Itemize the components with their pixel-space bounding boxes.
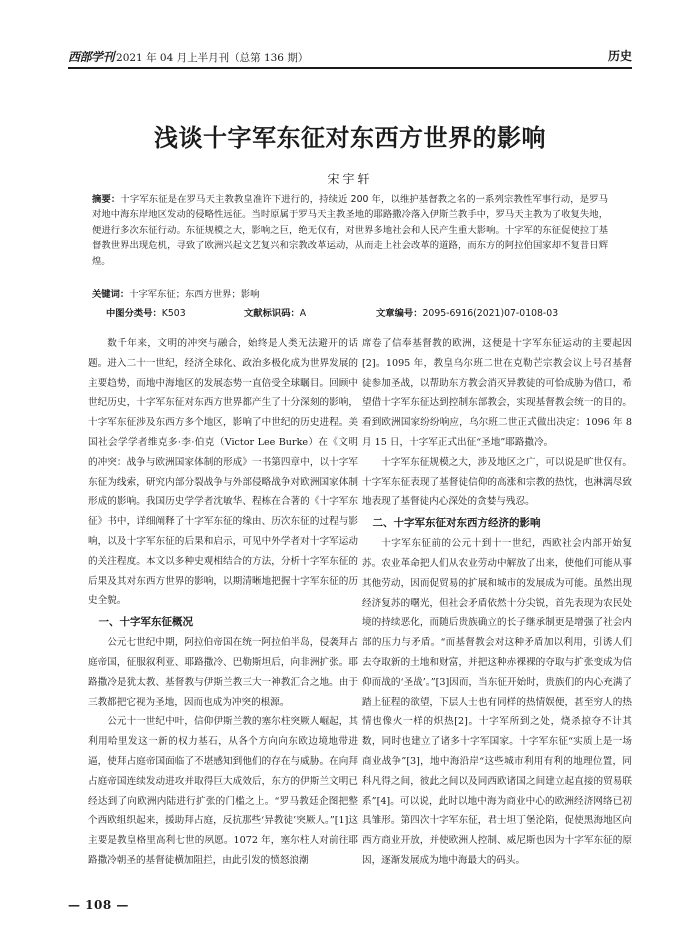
article-no-label: 文章编号： xyxy=(376,308,423,319)
keywords-text: 十字军东征；东西方世界；影响 xyxy=(129,289,260,300)
page-number: — 108 — xyxy=(68,898,129,912)
paragraph: 公元十一世纪中叶，信仰伊斯兰教的塞尔柱突厥人崛起，其利用哈里发这一新的权力基石，从各个方向向东欧边境地带进逼，使拜占庭帝国面临了不堪感知到他们的存在与威胁。在向拜占庭帝国连续发动进攻并取得巨大成效后，东方的伊斯兰文明已经达到了向欧洲内陆进行扩张的门槛之上。“罗马教廷企图把整个西欧组织起来，援助拜占庭，反抗那些‘异教徒’突厥人。”[1]这主要是教皇格里高利七世的夙愿。1072 年，塞尔柱人对前往耶路撒冷朝圣的基督徒横加阻拦，由此引发的愤怒浪潮 xyxy=(88,716,358,866)
body-column-left xyxy=(88,334,358,871)
journal-info xyxy=(68,48,308,65)
doc-code-field xyxy=(244,305,306,319)
doc-code-value: A xyxy=(299,308,307,319)
article-no-value: 2095-6916(2021)07-0108-03 xyxy=(422,308,559,319)
paragraph: 十字军东征前的公元十到十一世纪，西欧社会内部开始复苏。农业革命把人们从农业劳动中解放了出来，使他们可能从事其他劳动，因而促贸易的扩展和城市的发展成为可能。虽然出现经济复苏的曙光，但社会矛盾依然十分尖锐，首先表现为农民处境的持续恶化，而随后贵族确立的长子继承制更是增强了社会内部的压力与矛盾。“而基督教会对这种矛盾加以利用，引诱人们去夺取新的土地和财富，并把这种赤裸裸的夺取与扩张变成为信仰而战的‘圣战’。”[3]因而，当东征开始时，贵族们的内心充满了踏上征程的欲望，下层人士也有同样的热情娱便，甚至穷人的热情也像火一样的炽热[2]。十字军所到之处，烧杀掠夺不计其数，同时也建立了诸多十字军国家。十字军东征“实质上是一场商业战争”[3]，地中海沿岸“这些城市利用有利的地理位置，同科凡得之间，彼此之间以及同西欧诸国之间建立起直接的贸易联系”[4]。可以说，此时以地中海为商业中心的欧洲经济网络已初具雏形。第四次十字军东征，君士坦丁堡沦陷，促使黑海地区向西方商业开放，并使欧洲人控制、威尼斯也因为十字军东征的原因，逐渐发展成为地中海最大的码头。 xyxy=(362,538,632,866)
section-label: 历史 xyxy=(607,49,632,63)
abstract xyxy=(92,192,608,269)
header-rule xyxy=(68,67,632,69)
doc-code-label: 文献标识码： xyxy=(244,308,300,319)
keywords xyxy=(92,286,608,300)
keywords-label: 关键词： xyxy=(92,289,130,300)
section-heading: 一、十字军东征概况 xyxy=(98,616,193,629)
clc-label: 中图分类号： xyxy=(106,308,162,319)
running-header xyxy=(68,44,632,70)
abstract-text: 十字军东征是在罗马天主教教皇准许下进行的，持续近 200 年，以维护基督教之名的一系列宗教性军事行动，是罗马对地中海东岸地区发动的侵略性远征。当时原属于罗马天主教圣地的耶路撒冷落入伊斯兰教手中，罗马天主教为了收复失地，便进行多次东征行动。东征规模之大，影响之巨，绝无仅有，对世界多地社会和人民产生重大影响。十字军的东征促使拉丁基督教世界出现危机，寻致了欧洲兴起文艺复兴和宗教改革运动，从而走上社会改革的道路，而东方的阿拉伯国家却不复昔日辉煌。 xyxy=(92,194,608,267)
abstract-label: 摘要： xyxy=(92,194,121,205)
clc-field xyxy=(106,305,186,319)
paragraph: 席卷了信奉基督教的欧洲，这便是十字军东征运动的主要起因[2]。1095 年，教皇乌尔班二世在克勒芒宗教会议上号召基督徒参加圣战，以帮助东方教会消灭异教徒的可恰成胁为借口，希望借十字军东征达到控制东部教会，实现基督教会统一的目的。看到欧洲国家纷纷响应，乌尔班二世正式做出决定：1096 年 8 月 15 日，十字军正式出征“圣地”耶路撒冷。 xyxy=(362,338,632,448)
issue-info: 2021 年 04 月上半月刊（总第 136 期） xyxy=(116,52,309,64)
paragraph: 公元七世纪中期，阿拉伯帝国在统一阿拉伯半岛，侵袭拜占庭帝国，征服叙利亚、耶路撒冷、巴勒斯坦后，向非洲扩张。耶路撒冷是犹太教、基督教与伊斯兰教三大一神教汇合之地。由于三教都把它视为圣地，因而也成为冲突的根源。 xyxy=(88,637,358,708)
body-column-right xyxy=(362,334,632,871)
paragraph: 数千年来，文明的冲突与融合，始终是人类无法避开的话题。进入二十一世纪，经济全球化、政治多极化成为世界发展的主要趋势，而地中海地区的发展态势一直倍受全球瞩目。回顾中世纪历史，十字军东征对东西方世界都产生了十分深刻的影响，十字军东征涉及东西方多个地区，影响了中世纪的历史进程。美国社会学学者维克多·李·伯克（Victor Lee Burke）在《文明的冲突：战争与欧洲国家体制的形成》一书第四章中，以十字军东征为线索，研究内部分裂战争与外部侵略战争对欧洲国家体制形成的影响。我国历史学学者沈敏华、程栋在合著的《十字军东征》书中，详细阐释了十字军东征的缘由、历次东征的过程与影响，以及十字军东征的后果和启示，可见中外学者对十字军运动的关注程度。本文以多种史观相结合的方法，分析十字军东征的后果及其对东西方世界的影响，以期清晰地把握十字军东征的历史全貌。 xyxy=(88,338,358,607)
article-title: 浅谈十字军东征对东西方世界的影响 xyxy=(154,123,546,152)
journal-logo: 西部学刊 xyxy=(68,50,115,64)
paragraph: 十字军东征规模之大，涉及地区之广，可以说是旷世仅有。十字军东征表现了基督徒信仰的高涨和宗教的热忱，也淋漓尽致地表现了基督徒内心深处的贪婪与残忍。 xyxy=(362,456,632,508)
article-no-field xyxy=(376,305,558,319)
article-author: 宋宇轩 xyxy=(327,172,373,186)
section-heading: 二、十字军东征对东西方经济的影响 xyxy=(372,517,541,530)
clc-value: K503 xyxy=(161,308,186,319)
